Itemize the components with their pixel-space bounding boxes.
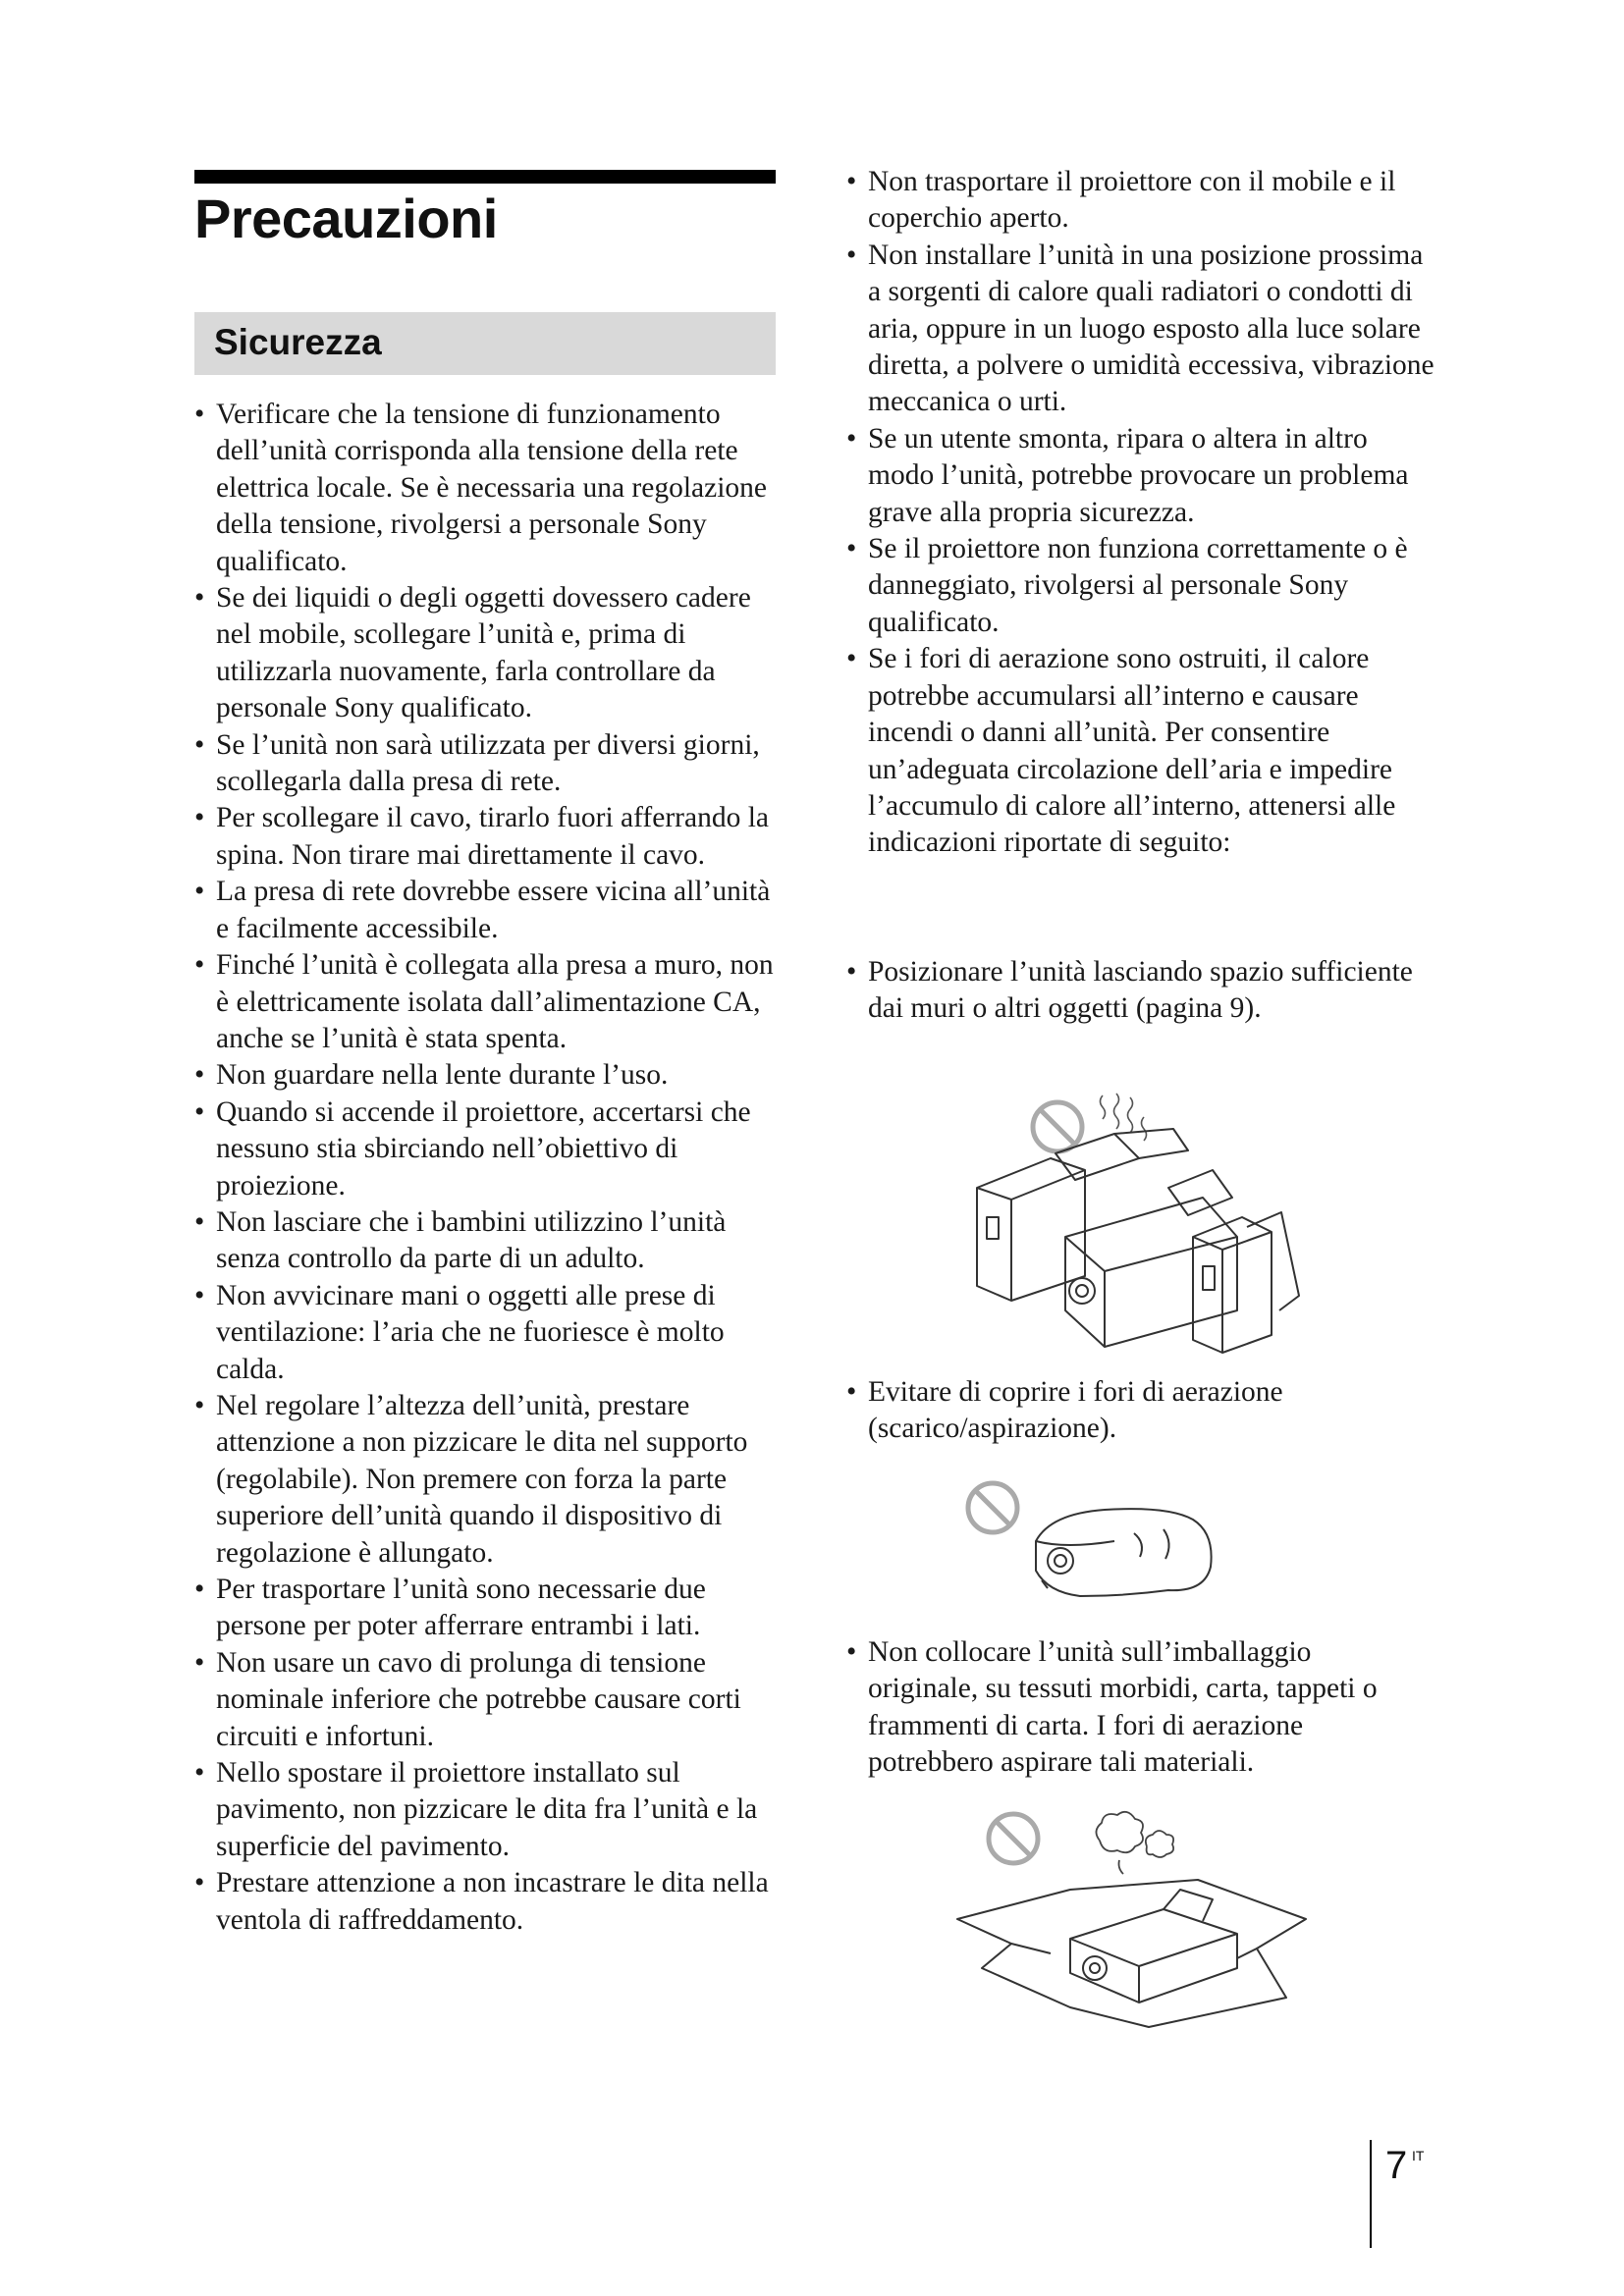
list-item: • Quando si accende il proiettore, accertarsi che nessuno stia sbirciando nell’obiettivo di proiezione. [194, 1095, 784, 1204]
list-item: • Finché l’unità è collegata alla presa a muro, non è elettricamente isolata dall’alimentazione CA, anche se l’unità è stata spenta. [194, 947, 784, 1057]
list-item: • Non avvicinare mani o oggetti alle prese di ventilazione: l’aria che ne fuoriesce è molto calda. [194, 1278, 784, 1388]
list-item: • Non installare l’unità in una posizione prossima a sorgenti di calore quali radiatori o condotti di aria, oppure in un luogo esposto alla luce solare diretta, a polvere o umidità eccessiva, vibrazione meccanica o urti. [846, 238, 1435, 421]
list-item: • Se un utente smonta, ripara o altera in altro modo l’unità, potrebbe provocare un problema grave alla propria sicurezza. [846, 421, 1435, 531]
list-item: • Prestare attenzione a non incastrare le dita nella ventola di raffreddamento. [194, 1865, 784, 1939]
section-title: Sicurezza [214, 322, 382, 362]
prohibition-icon [989, 1814, 1038, 1863]
list-item: • Per scollegare il cavo, tirarlo fuori afferrando la spina. Non tirare mai direttamente il cavo. [194, 800, 784, 874]
list-item: • Non lasciare che i bambini utilizzino l’unità senza controllo da parte di un adulto. [194, 1204, 784, 1278]
list-item: • Se il proiettore non funziona correttamente o è danneggiato, rivolgersi al personale Sony qualificato. [846, 531, 1435, 641]
smoke-icon [1096, 1812, 1173, 1874]
list-item: • Posizionare l’unità lasciando spazio sufficiente dai muri o altri oggetti (pagina 9). [846, 954, 1416, 1028]
list-item: • Non guardare nella lente durante l’uso. [194, 1057, 784, 1094]
list-item: • Non trasportare il proiettore con il mobile e il coperchio aperto. [846, 164, 1435, 238]
page-language: IT [1412, 2148, 1425, 2163]
illustration-covered-projector [957, 1472, 1252, 1610]
prohibition-icon [1033, 1102, 1082, 1151]
footer-rule [1370, 2140, 1372, 2248]
list-item: • Verificare che la tensione di funzionamento dell’unità corrisponda alla tensione della rete elettrica locale. Se è necessaria una regolazione della tensione, rivolgersi a personale Sony qualificato. [194, 397, 784, 580]
section-header [194, 312, 776, 375]
page-number: 7 [1385, 2144, 1408, 2187]
illustration-enclosed-projector [967, 1090, 1301, 1355]
list-item: • Se l’unità non sarà utilizzata per diversi giorni, scollegarla dalla presa di rete. [194, 727, 784, 801]
list-item: • Nello spostare il proiettore installato sul pavimento, non pizzicare le dita fra l’unità e la superficie del pavimento. [194, 1755, 784, 1865]
title-rule [194, 170, 776, 184]
list-item: • Per trasportare l’unità sono necessarie due persone per poter afferrare entrambi i lati. [194, 1572, 784, 1645]
prohibition-icon [968, 1483, 1017, 1532]
illustration-projector-on-paper [952, 1801, 1316, 2032]
ventilation-cover-list [846, 1374, 1416, 1448]
page-title: Precauzioni [194, 187, 498, 249]
list-item: • Evitare di coprire i fori di aerazione (scarico/aspirazione). [846, 1374, 1416, 1448]
list-item: • Non collocare l’unità sull’imballaggio originale, su tessuti morbidi, carta, tappeti o frammenti di carta. I fori di aerazione potrebbero aspirare tali materiali. [846, 1634, 1416, 1782]
safety-list-right [846, 164, 1435, 862]
enclosed-projector-drawing [967, 1090, 1301, 1355]
ventilation-packaging-list [846, 1634, 1416, 1782]
projector-on-paper-drawing [952, 1801, 1316, 2032]
ventilation-walls-list [846, 954, 1416, 1028]
list-item: • Se i fori di aerazione sono ostruiti, il calore potrebbe accumularsi all’interno e causare incendi o danni all’unità. Per consentire un’adeguata circolazione dell’aria e impedire l’accumulo di calore all’interno, attenersi alle indicazioni riportate di seguito: [846, 641, 1435, 861]
safety-list-left [194, 397, 784, 1939]
list-item: • La presa di rete dovrebbe essere vicina all’unità e facilmente accessibile. [194, 874, 784, 947]
list-item: • Nel regolare l’altezza dell’unità, prestare attenzione a non pizzicare le dita nel supporto (regolabile). Non premere con forza la parte superiore dell’unità quando il dispositivo di regolazione è allungato. [194, 1388, 784, 1572]
list-item: • Se dei liquidi o degli oggetti dovessero cadere nel mobile, scollegare l’unità e, prima di utilizzarla nuovamente, farla controllare da personale Sony qualificato. [194, 580, 784, 727]
covered-projector-drawing [957, 1472, 1252, 1610]
list-item: • Non usare un cavo di prolunga di tensione nominale inferiore che potrebbe causare corti circuiti e infortuni. [194, 1645, 784, 1755]
